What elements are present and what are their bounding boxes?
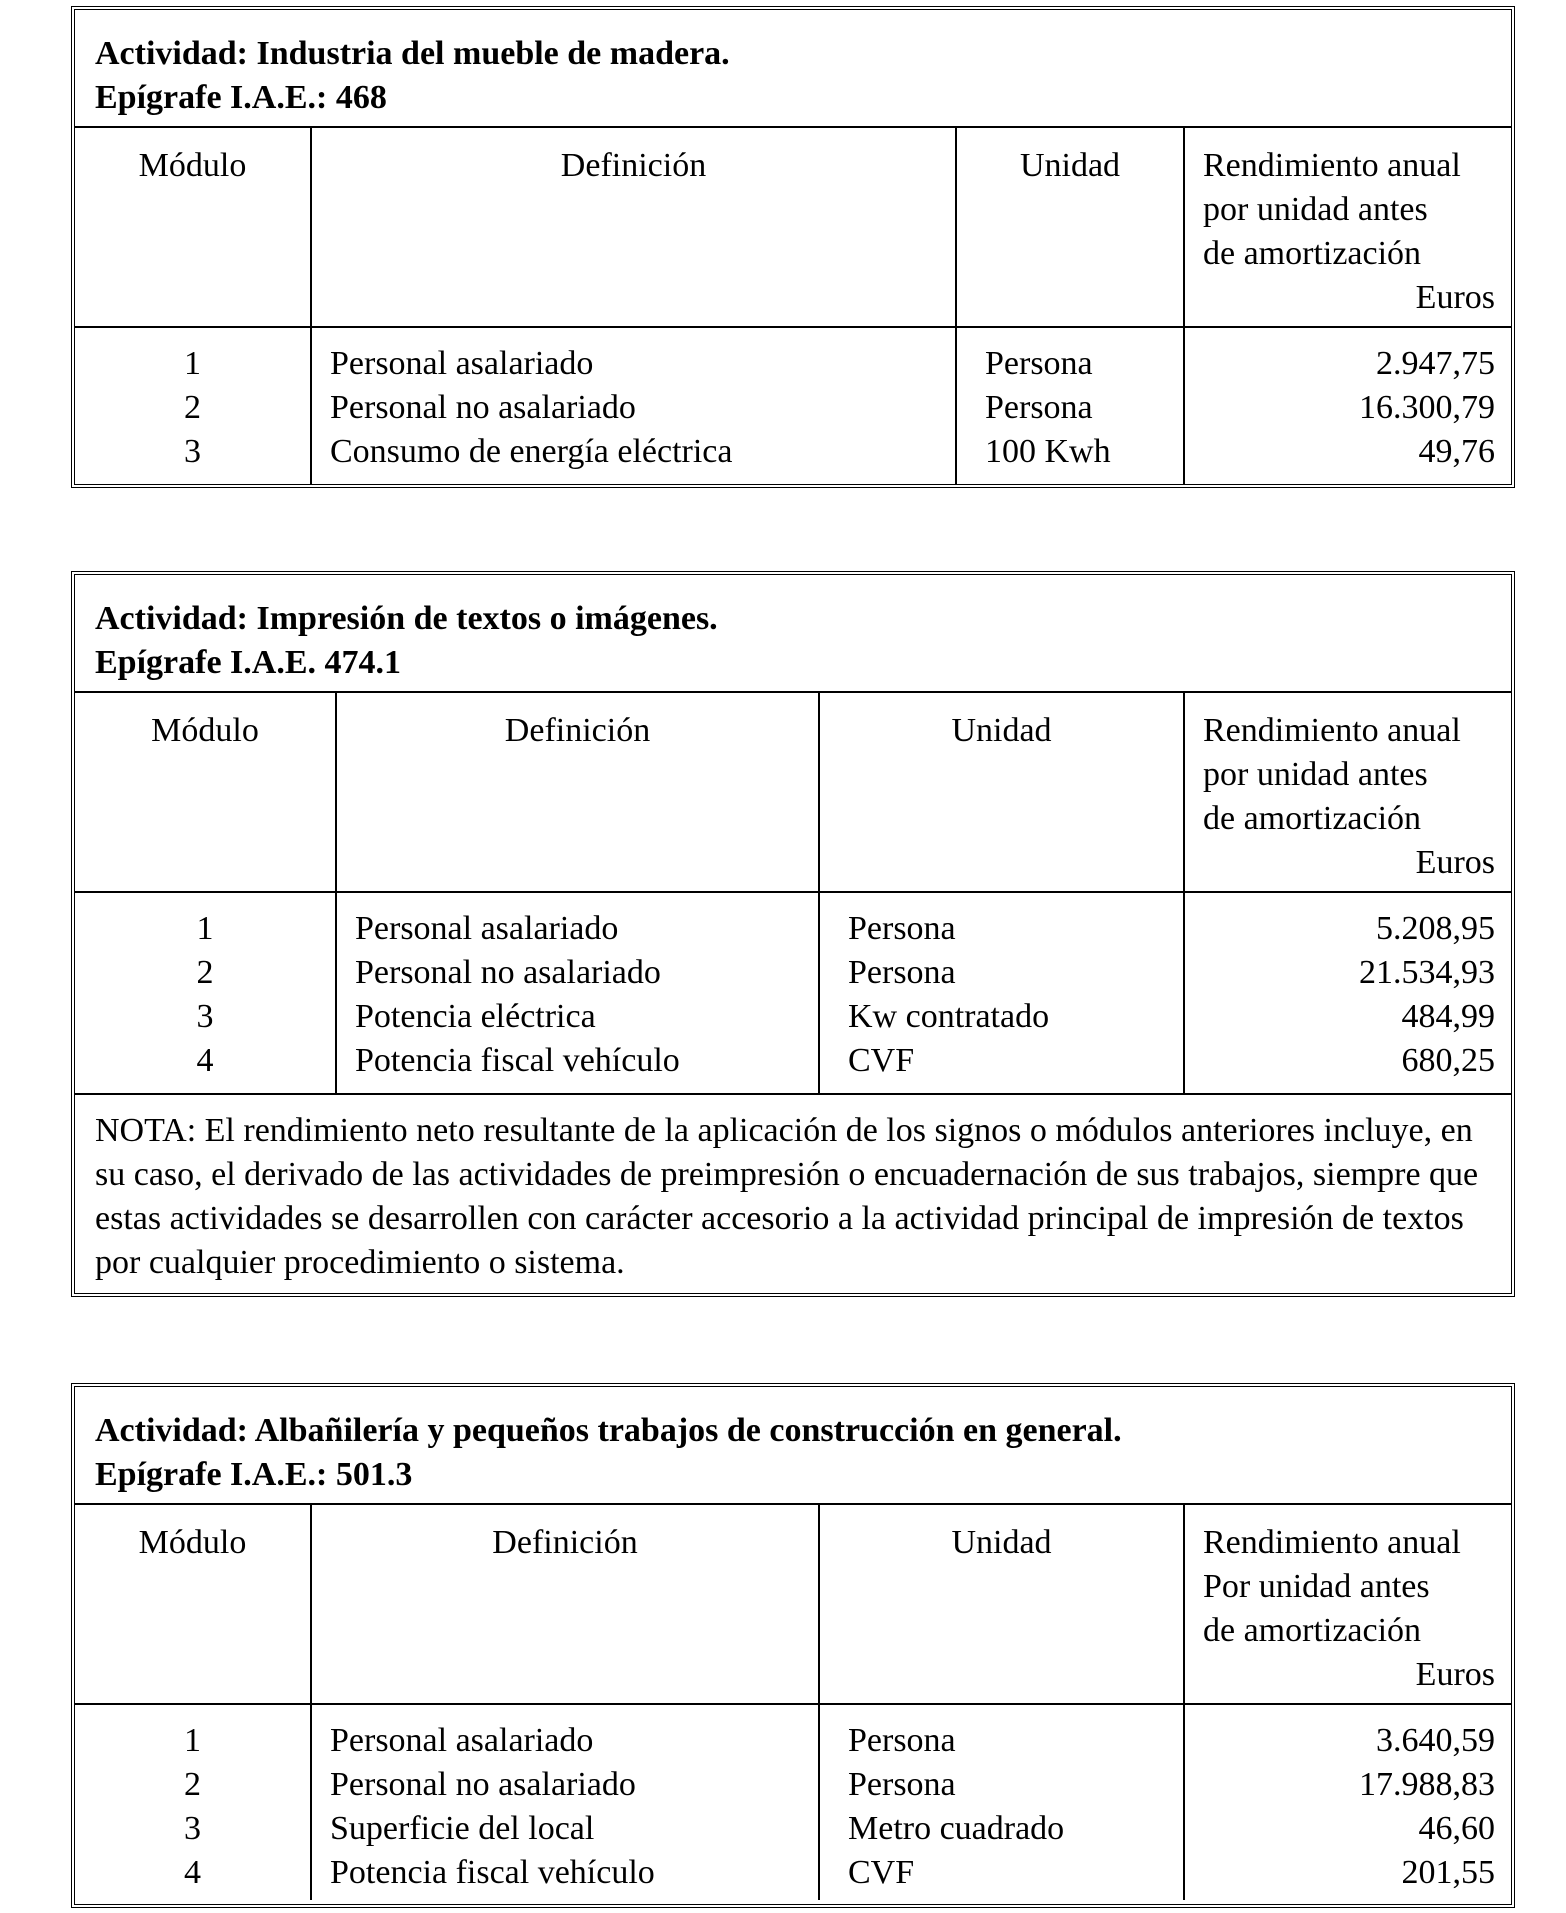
header-modulo: Módulo	[75, 1505, 312, 1703]
table-body	[75, 1705, 1511, 1900]
header-rendimiento	[1185, 128, 1511, 326]
table-cell: Personal asalariado	[355, 910, 619, 947]
column-modulo	[75, 328, 312, 484]
table-cell: 49,76	[1418, 433, 1495, 470]
table-cell: Metro cuadrado	[848, 1810, 1065, 1847]
column-headers	[75, 693, 1511, 893]
header-rendimiento-line: por unidad antes	[1203, 756, 1428, 793]
table-cell: 2	[184, 1766, 201, 1803]
table-cell: 5.208,95	[1376, 910, 1495, 947]
activity-table-albanileria	[71, 1383, 1515, 1908]
table-cell: Personal asalariado	[330, 345, 594, 382]
header-modulo: Módulo	[75, 693, 337, 891]
activity-table-mueble	[71, 6, 1515, 488]
table-cell: 484,99	[1401, 998, 1495, 1035]
table-cell: CVF	[848, 1042, 915, 1079]
epigraph-code: Epígrafe I.A.E.: 501.3	[95, 1456, 413, 1493]
table-cell: 2.947,75	[1376, 345, 1495, 382]
column-unidad	[820, 1705, 1185, 1900]
table-cell: 16.300,79	[1359, 389, 1495, 426]
header-rendimiento	[1185, 1505, 1511, 1703]
column-definicion	[312, 1705, 820, 1900]
table-body	[75, 328, 1511, 484]
table-cell: Consumo de energía eléctrica	[330, 433, 733, 470]
header-modulo: Módulo	[75, 128, 312, 326]
table-cell: Persona	[848, 954, 956, 991]
table-cell: Personal no asalariado	[330, 389, 636, 426]
header-rendimiento-line: Rendimiento anual	[1203, 1524, 1461, 1561]
table-cell: 21.534,93	[1359, 954, 1495, 991]
header-definicion: Definición	[337, 693, 820, 891]
column-headers	[75, 128, 1511, 328]
activity-title: Actividad: Impresión de textos o imágenes.	[95, 600, 718, 637]
table-cell: Superficie del local	[330, 1810, 595, 1847]
header-unidad: Unidad	[957, 128, 1185, 326]
table-cell: Persona	[985, 389, 1093, 426]
table-note: NOTA: El rendimiento neto resultante de la aplicación de los signos o módulos anteriores incluye, en su caso, el derivado de las actividades de preimpresión o encuadernación de sus trabajos, siempre que estas actividades se desarrollen con carácter accesorio a la actividad principal de impresión de textos por cualquier procedimiento o sistema.	[75, 1093, 1511, 1293]
table-cell: 680,25	[1401, 1042, 1495, 1079]
table-cell: 201,55	[1401, 1854, 1495, 1891]
epigraph-code: Epígrafe I.A.E. 474.1	[95, 644, 401, 681]
header-currency: Euros	[1415, 279, 1495, 316]
table-body	[75, 893, 1511, 1093]
column-rendimiento	[1185, 1705, 1511, 1900]
activity-header	[75, 10, 1511, 128]
activity-table-impresion	[71, 571, 1515, 1297]
column-rendimiento	[1185, 893, 1511, 1093]
header-definicion: Definición	[312, 1505, 820, 1703]
activity-header	[75, 1387, 1511, 1505]
table-cell: 3.640,59	[1376, 1722, 1495, 1759]
header-currency: Euros	[1415, 844, 1495, 881]
table-cell: Persona	[848, 1766, 956, 1803]
column-rendimiento	[1185, 328, 1511, 484]
activity-header	[75, 575, 1511, 693]
table-cell: 3	[184, 433, 201, 470]
table-cell: 2	[196, 954, 214, 991]
header-definicion: Definición	[312, 128, 957, 326]
table-cell: Potencia fiscal vehículo	[355, 1042, 680, 1079]
table-cell: Persona	[848, 1722, 956, 1759]
column-modulo	[75, 1705, 312, 1900]
header-rendimiento-line: Rendimiento anual	[1203, 147, 1461, 184]
table-cell: 3	[196, 998, 214, 1035]
activity-title: Actividad: Industria del mueble de madera.	[95, 35, 730, 72]
table-cell: Personal no asalariado	[355, 954, 661, 991]
table-cell: 1	[184, 345, 201, 382]
column-definicion	[337, 893, 820, 1093]
header-unidad: Unidad	[820, 1505, 1185, 1703]
header-rendimiento	[1185, 693, 1511, 891]
table-cell: 1	[196, 910, 214, 947]
column-unidad	[957, 328, 1185, 484]
header-rendimiento-line: de amortización	[1203, 235, 1422, 272]
header-rendimiento-line: de amortización	[1203, 800, 1422, 837]
table-cell: 4	[196, 1042, 214, 1079]
table-cell: Personal no asalariado	[330, 1766, 636, 1803]
table-cell: Persona	[848, 910, 956, 947]
column-modulo	[75, 893, 337, 1093]
table-cell: 4	[184, 1854, 201, 1891]
table-cell: 17.988,83	[1359, 1766, 1495, 1803]
table-cell: 100 Kwh	[985, 433, 1111, 470]
column-headers	[75, 1505, 1511, 1705]
table-cell: 1	[184, 1722, 201, 1759]
header-rendimiento-line: por unidad antes	[1203, 191, 1428, 228]
table-cell: Kw contratado	[848, 998, 1050, 1035]
table-cell: Potencia eléctrica	[355, 998, 596, 1035]
table-cell: 2	[184, 389, 201, 426]
table-cell: 46,60	[1418, 1810, 1495, 1847]
column-unidad	[820, 893, 1185, 1093]
table-cell: 3	[184, 1810, 201, 1847]
header-currency: Euros	[1415, 1656, 1495, 1693]
table-cell: Personal asalariado	[330, 1722, 594, 1759]
activity-title: Actividad: Albañilería y pequeños trabajos de construcción en general.	[95, 1412, 1122, 1449]
table-cell: Persona	[985, 345, 1093, 382]
header-unidad: Unidad	[820, 693, 1185, 891]
header-rendimiento-line: Por unidad antes	[1203, 1568, 1430, 1605]
table-cell: Potencia fiscal vehículo	[330, 1854, 655, 1891]
table-cell: CVF	[848, 1854, 915, 1891]
header-rendimiento-line: de amortización	[1203, 1612, 1422, 1649]
column-definicion	[312, 328, 957, 484]
header-rendimiento-line: Rendimiento anual	[1203, 712, 1461, 749]
epigraph-code: Epígrafe I.A.E.: 468	[95, 79, 387, 116]
